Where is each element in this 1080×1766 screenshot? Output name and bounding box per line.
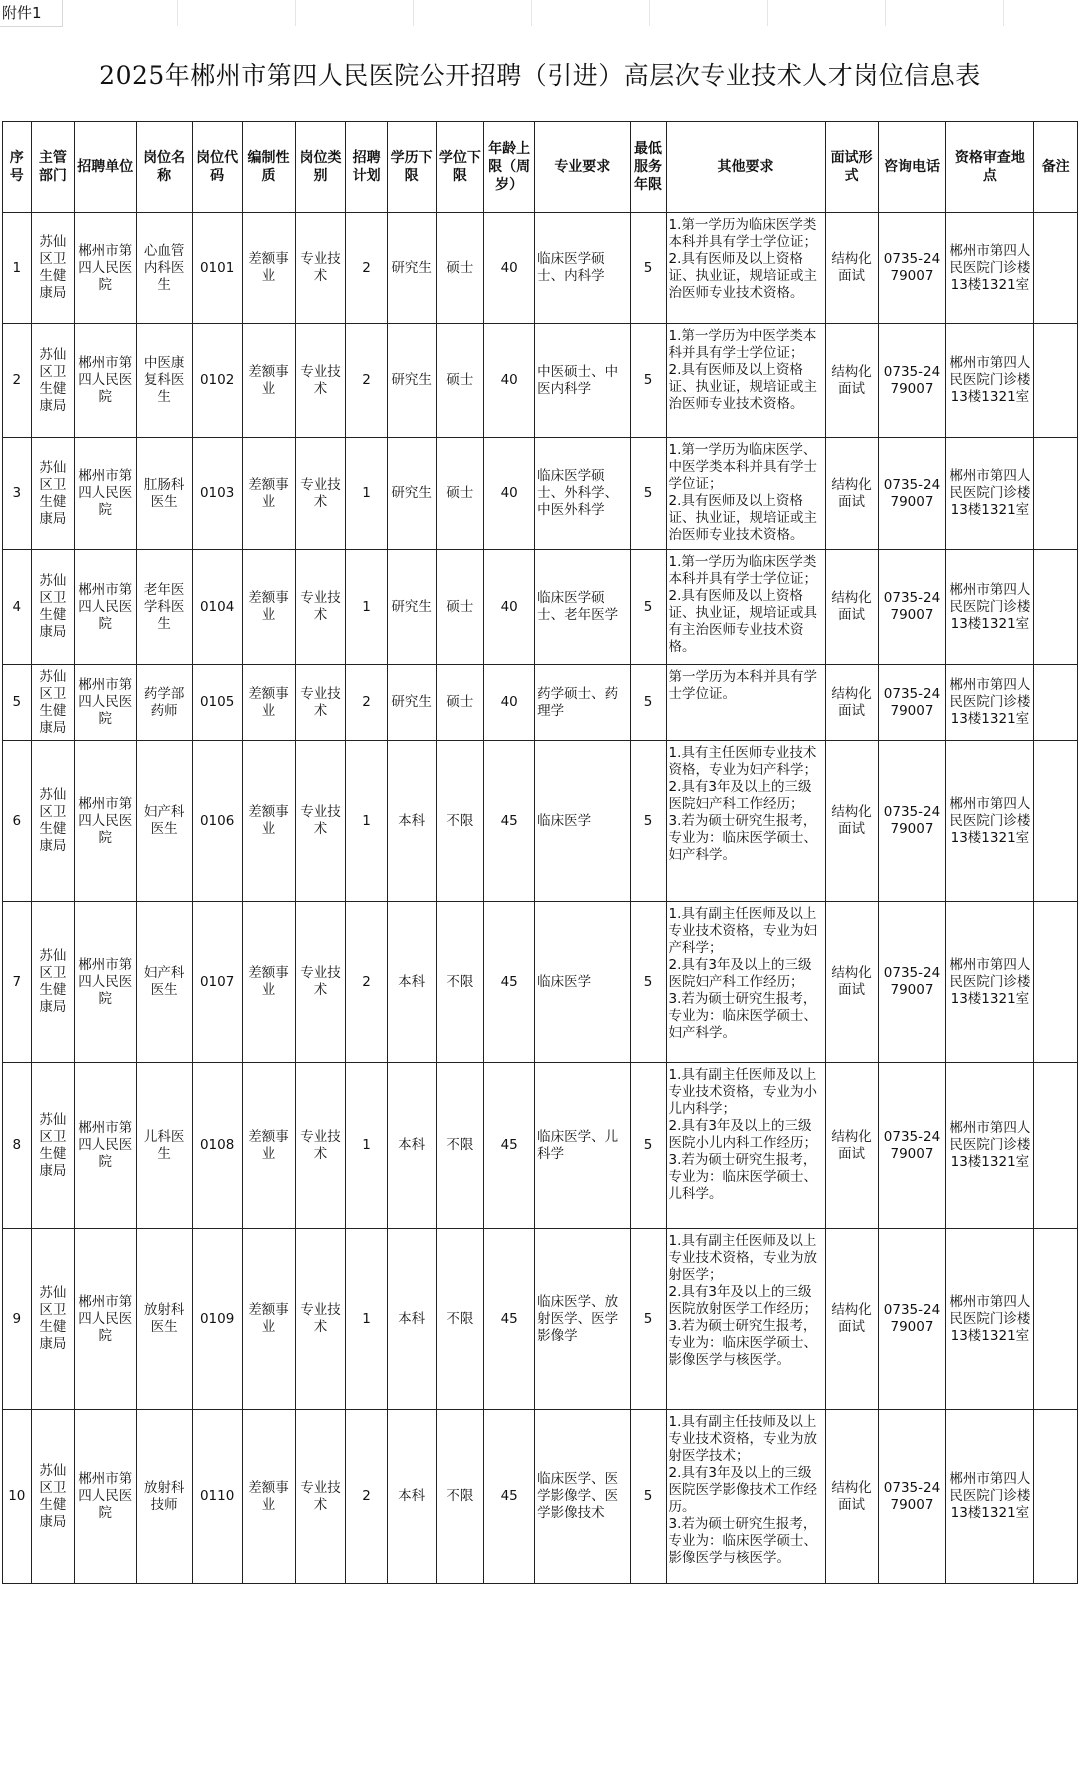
cell-code: 0109 [192, 1229, 242, 1410]
cell-plan: 2 [346, 1410, 387, 1584]
cell-unit: 郴州市第四人民医院 [75, 741, 136, 902]
cell-dept: 苏仙区卫生健康局 [31, 665, 74, 741]
cell-other [666, 902, 825, 1063]
cell-interview: 结构化面试 [825, 741, 878, 902]
cell-category: 专业技术 [295, 1063, 346, 1229]
cell-dept: 苏仙区卫生健康局 [31, 902, 74, 1063]
cell-place: 郴州市第四人民医院门诊楼13楼1321室 [946, 438, 1034, 550]
cell-note [1034, 324, 1078, 438]
cell-other [666, 550, 825, 665]
cell-plan: 1 [346, 741, 387, 902]
cell-interview: 结构化面试 [825, 550, 878, 665]
cell-post: 心血管内科医生 [136, 213, 192, 324]
other-requirement-line: 2.具有医师及以上资格证、执业证，规培证或主治医师专业技术资格。 [668, 251, 818, 301]
cell-age: 40 [484, 438, 535, 550]
cell-phone: 0735-2479007 [878, 438, 946, 550]
cell-nature: 差额事业 [242, 665, 295, 741]
cell-no: 1 [3, 213, 32, 324]
cell-code: 0110 [192, 1410, 242, 1584]
cell-code: 0107 [192, 902, 242, 1063]
cell-category: 专业技术 [295, 550, 346, 665]
cell-major: 临床医学硕士、外科学、中医外科学 [535, 438, 630, 550]
cell-service: 5 [630, 741, 666, 902]
cell-nature: 差额事业 [242, 902, 295, 1063]
cell-degree: 不限 [436, 741, 484, 902]
cell-degree: 硕士 [436, 438, 484, 550]
job-table [2, 121, 1078, 1584]
header-plan: 招聘计划 [346, 122, 387, 213]
cell-phone: 0735-2479007 [878, 1063, 946, 1229]
cell-code: 0108 [192, 1063, 242, 1229]
cell-nature: 差额事业 [242, 213, 295, 324]
header-seq: 序号 [3, 122, 32, 213]
cell-unit: 郴州市第四人民医院 [75, 324, 136, 438]
cell-dept: 苏仙区卫生健康局 [31, 1063, 74, 1229]
cell-other [666, 741, 825, 902]
sheet-gridline [767, 0, 768, 26]
cell-service: 5 [630, 902, 666, 1063]
cell-nature: 差额事业 [242, 1229, 295, 1410]
cell-edu: 研究生 [387, 665, 436, 741]
cell-age: 45 [484, 1229, 535, 1410]
cell-edu: 研究生 [387, 550, 436, 665]
cell-major: 临床医学硕士、老年医学 [535, 550, 630, 665]
cell-category: 专业技术 [295, 438, 346, 550]
header-other: 其他要求 [666, 122, 825, 213]
header-nature: 编制性质 [242, 122, 295, 213]
cell-interview: 结构化面试 [825, 1063, 878, 1229]
cell-code: 0105 [192, 665, 242, 741]
header-post: 岗位名称 [136, 122, 192, 213]
cell-place: 郴州市第四人民医院门诊楼13楼1321室 [946, 550, 1034, 665]
cell-phone: 0735-2479007 [878, 1410, 946, 1584]
cell-unit: 郴州市第四人民医院 [75, 1229, 136, 1410]
header-category: 岗位类别 [295, 122, 346, 213]
cell-category: 专业技术 [295, 665, 346, 741]
cell-no: 8 [3, 1063, 32, 1229]
cell-service: 5 [630, 550, 666, 665]
cell-age: 45 [484, 1410, 535, 1584]
cell-degree: 硕士 [436, 324, 484, 438]
cell-phone: 0735-2479007 [878, 665, 946, 741]
cell-dept: 苏仙区卫生健康局 [31, 438, 74, 550]
other-requirement-line: 3.若为硕士研究生报考，专业为：临床医学硕士、妇产科学。 [668, 991, 818, 1041]
cell-category: 专业技术 [295, 324, 346, 438]
cell-place: 郴州市第四人民医院门诊楼13楼1321室 [946, 741, 1034, 902]
cell-note [1034, 665, 1078, 741]
cell-major: 临床医学 [535, 902, 630, 1063]
cell-unit: 郴州市第四人民医院 [75, 550, 136, 665]
sheet-gridline [413, 0, 414, 26]
cell-other [666, 1063, 825, 1229]
cell-edu: 研究生 [387, 438, 436, 550]
other-requirement-line: 2.具有医师及以上资格证、执业证，规培证或主治医师专业技术资格。 [668, 362, 818, 412]
cell-edu: 研究生 [387, 324, 436, 438]
cell-category: 专业技术 [295, 1229, 346, 1410]
cell-post: 放射科技师 [136, 1410, 192, 1584]
cell-note [1034, 438, 1078, 550]
cell-age: 40 [484, 324, 535, 438]
cell-code: 0101 [192, 213, 242, 324]
other-requirement-line: 3.若为硕士研究生报考，专业为：临床医学硕士、影像医学与核医学。 [668, 1516, 818, 1566]
cell-interview: 结构化面试 [825, 665, 878, 741]
cell-other [666, 324, 825, 438]
cell-note [1034, 1063, 1078, 1229]
header-place: 资格审查地点 [946, 122, 1034, 213]
table-row [3, 1410, 1078, 1584]
cell-degree: 硕士 [436, 550, 484, 665]
sheet-gridline [885, 0, 886, 26]
header-service: 最低服务年限 [630, 122, 666, 213]
cell-other [666, 213, 825, 324]
cell-nature: 差额事业 [242, 324, 295, 438]
sheet-gridline [531, 0, 532, 26]
cell-major: 临床医学 [535, 741, 630, 902]
other-requirement-line: 2.具有3年及以上的三级医院妇产科工作经历； [668, 779, 812, 812]
cell-phone: 0735-2479007 [878, 741, 946, 902]
cell-age: 40 [484, 665, 535, 741]
other-requirement-line: 1.第一学历为临床医学类本科并具有学士学位证； [668, 217, 818, 250]
cell-service: 5 [630, 1410, 666, 1584]
cell-interview: 结构化面试 [825, 1410, 878, 1584]
cell-other [666, 665, 825, 741]
cell-category: 专业技术 [295, 213, 346, 324]
cell-dept: 苏仙区卫生健康局 [31, 1410, 74, 1584]
cell-interview: 结构化面试 [825, 1229, 878, 1410]
other-requirement-line: 3.若为硕士研究生报考，专业为：临床医学硕士、妇产科学。 [668, 813, 818, 863]
cell-edu: 本科 [387, 1410, 436, 1584]
cell-unit: 郴州市第四人民医院 [75, 902, 136, 1063]
header-note: 备注 [1034, 122, 1078, 213]
cell-degree: 硕士 [436, 213, 484, 324]
header-unit: 招聘单位 [75, 122, 136, 213]
cell-degree: 不限 [436, 902, 484, 1063]
cell-plan: 1 [346, 1063, 387, 1229]
header-code: 岗位代码 [192, 122, 242, 213]
cell-place: 郴州市第四人民医院门诊楼13楼1321室 [946, 213, 1034, 324]
table-row [3, 902, 1078, 1063]
cell-no: 5 [3, 665, 32, 741]
cell-dept: 苏仙区卫生健康局 [31, 1229, 74, 1410]
cell-unit: 郴州市第四人民医院 [75, 665, 136, 741]
cell-plan: 1 [346, 550, 387, 665]
table-row [3, 1063, 1078, 1229]
sheet-gridline [1003, 0, 1004, 26]
cell-edu: 本科 [387, 1063, 436, 1229]
cell-note [1034, 550, 1078, 665]
cell-note [1034, 902, 1078, 1063]
cell-service: 5 [630, 665, 666, 741]
other-requirement-line: 3.若为硕士研究生报考，专业为：临床医学硕士、影像医学与核医学。 [668, 1318, 818, 1368]
cell-plan: 1 [346, 438, 387, 550]
table-row [3, 741, 1078, 902]
cell-edu: 本科 [387, 1229, 436, 1410]
other-requirement-line: 1.具有主任医师专业技术资格，专业为妇产科学； [668, 745, 818, 778]
cell-interview: 结构化面试 [825, 213, 878, 324]
cell-unit: 郴州市第四人民医院 [75, 438, 136, 550]
cell-age: 40 [484, 550, 535, 665]
cell-dept: 苏仙区卫生健康局 [31, 324, 74, 438]
cell-category: 专业技术 [295, 741, 346, 902]
header-phone: 咨询电话 [878, 122, 946, 213]
cell-phone: 0735-2479007 [878, 213, 946, 324]
cell-plan: 2 [346, 324, 387, 438]
cell-no: 9 [3, 1229, 32, 1410]
header-row [3, 122, 1078, 213]
cell-place: 郴州市第四人民医院门诊楼13楼1321室 [946, 1410, 1034, 1584]
cell-post: 药学部药师 [136, 665, 192, 741]
cell-phone: 0735-2479007 [878, 902, 946, 1063]
attachment-label: 附件1 [0, 0, 63, 27]
cell-nature: 差额事业 [242, 550, 295, 665]
other-requirement-line: 2.具有医师及以上资格证、执业证，规培证或具有主治医师专业技术资格。 [668, 588, 818, 655]
cell-no: 6 [3, 741, 32, 902]
cell-other [666, 1410, 825, 1584]
cell-post: 妇产科医生 [136, 741, 192, 902]
table-row [3, 213, 1078, 324]
cell-place: 郴州市第四人民医院门诊楼13楼1321室 [946, 324, 1034, 438]
cell-plan: 2 [346, 902, 387, 1063]
cell-post: 中医康复科医生 [136, 324, 192, 438]
cell-edu: 研究生 [387, 213, 436, 324]
cell-phone: 0735-2479007 [878, 1229, 946, 1410]
cell-interview: 结构化面试 [825, 902, 878, 1063]
cell-age: 45 [484, 1063, 535, 1229]
cell-age: 45 [484, 741, 535, 902]
other-requirement-line: 2.具有3年及以上的三级医院妇产科工作经历； [668, 957, 812, 990]
cell-note [1034, 1410, 1078, 1584]
table-row [3, 550, 1078, 665]
cell-plan: 2 [346, 213, 387, 324]
other-requirement-line: 1.具有副主任医师及以上专业技术资格，专业为放射医学； [668, 1233, 818, 1283]
cell-unit: 郴州市第四人民医院 [75, 213, 136, 324]
cell-service: 5 [630, 1229, 666, 1410]
cell-phone: 0735-2479007 [878, 550, 946, 665]
cell-no: 4 [3, 550, 32, 665]
cell-category: 专业技术 [295, 1410, 346, 1584]
cell-place: 郴州市第四人民医院门诊楼13楼1321室 [946, 665, 1034, 741]
other-requirement-line: 2.具有3年及以上的三级医院小儿内科工作经历； [668, 1118, 818, 1151]
cell-plan: 1 [346, 1229, 387, 1410]
cell-major: 临床医学、儿科学 [535, 1063, 630, 1229]
cell-note [1034, 741, 1078, 902]
cell-place: 郴州市第四人民医院门诊楼13楼1321室 [946, 902, 1034, 1063]
cell-post: 老年医学科医生 [136, 550, 192, 665]
header-dept: 主管部门 [31, 122, 74, 213]
cell-post: 放射科医生 [136, 1229, 192, 1410]
cell-unit: 郴州市第四人民医院 [75, 1063, 136, 1229]
cell-phone: 0735-2479007 [878, 324, 946, 438]
cell-major: 中医硕士、中医内科学 [535, 324, 630, 438]
cell-place: 郴州市第四人民医院门诊楼13楼1321室 [946, 1229, 1034, 1410]
cell-no: 2 [3, 324, 32, 438]
cell-other [666, 1229, 825, 1410]
cell-place: 郴州市第四人民医院门诊楼13楼1321室 [946, 1063, 1034, 1229]
page-title: 2025年郴州市第四人民医院公开招聘（引进）高层次专业技术人才岗位信息表 [99, 61, 981, 90]
other-requirement-line: 1.具有副主任医师及以上专业技术资格，专业为小儿内科学； [668, 1067, 818, 1117]
table-row [3, 1229, 1078, 1410]
header-age: 年龄上限（周岁） [484, 122, 535, 213]
cell-unit: 郴州市第四人民医院 [75, 1410, 136, 1584]
cell-dept: 苏仙区卫生健康局 [31, 213, 74, 324]
cell-edu: 本科 [387, 741, 436, 902]
other-requirement-line: 1.具有副主任医师及以上专业技术资格，专业为妇产科学； [668, 906, 818, 956]
cell-interview: 结构化面试 [825, 324, 878, 438]
header-edu: 学历下限 [387, 122, 436, 213]
cell-edu: 本科 [387, 902, 436, 1063]
cell-nature: 差额事业 [242, 438, 295, 550]
cell-major: 临床医学、医学影像学、医学影像技术 [535, 1410, 630, 1584]
other-requirement-line: 1.具有副主任技师及以上专业技术资格，专业为放射医学技术； [668, 1414, 818, 1464]
cell-code: 0104 [192, 550, 242, 665]
cell-code: 0106 [192, 741, 242, 902]
cell-major: 药学硕士、药理学 [535, 665, 630, 741]
cell-no: 10 [3, 1410, 32, 1584]
other-requirement-line: 2.具有医师及以上资格证、执业证，规培证或主治医师专业技术资格。 [668, 493, 818, 543]
table-row [3, 665, 1078, 741]
other-requirement-line: 2.具有3年及以上的三级医院放射医学工作经历； [668, 1284, 818, 1317]
other-requirement-line: 1.第一学历为临床医学类本科并具有学士学位证； [668, 554, 818, 587]
cell-service: 5 [630, 438, 666, 550]
sheet-gridline [295, 0, 296, 26]
sheet-gridline [177, 0, 178, 26]
cell-note [1034, 213, 1078, 324]
cell-age: 40 [484, 213, 535, 324]
cell-interview: 结构化面试 [825, 438, 878, 550]
other-requirement-line: 1.第一学历为中医学类本科并具有学士学位证； [668, 328, 817, 361]
cell-post: 妇产科医生 [136, 902, 192, 1063]
cell-degree: 硕士 [436, 665, 484, 741]
table-row [3, 438, 1078, 550]
cell-code: 0103 [192, 438, 242, 550]
cell-nature: 差额事业 [242, 1063, 295, 1229]
cell-service: 5 [630, 1063, 666, 1229]
cell-code: 0102 [192, 324, 242, 438]
header-major: 专业要求 [535, 122, 630, 213]
other-requirement-line: 2.具有3年及以上的三级医院医学影像技术工作经历。 [668, 1465, 818, 1515]
sheet-gridline [649, 0, 650, 26]
table-row [3, 324, 1078, 438]
cell-degree: 不限 [436, 1410, 484, 1584]
cell-service: 5 [630, 324, 666, 438]
cell-other [666, 438, 825, 550]
other-requirement-line: 3.若为硕士研究生报考，专业为：临床医学硕士、儿科学。 [668, 1152, 818, 1202]
other-requirement-line: 1.第一学历为临床医学、中医学类本科并具有学士学位证； [668, 442, 818, 492]
other-requirement-line: 第一学历为本科并具有学士学位证。 [668, 669, 818, 702]
cell-post: 儿科医生 [136, 1063, 192, 1229]
cell-service: 5 [630, 213, 666, 324]
cell-dept: 苏仙区卫生健康局 [31, 741, 74, 902]
cell-nature: 差额事业 [242, 741, 295, 902]
cell-degree: 不限 [436, 1229, 484, 1410]
cell-nature: 差额事业 [242, 1410, 295, 1584]
cell-category: 专业技术 [295, 902, 346, 1063]
cell-no: 3 [3, 438, 32, 550]
cell-plan: 2 [346, 665, 387, 741]
cell-note [1034, 1229, 1078, 1410]
header-degree: 学位下限 [436, 122, 484, 213]
cell-dept: 苏仙区卫生健康局 [31, 550, 74, 665]
cell-degree: 不限 [436, 1063, 484, 1229]
cell-major: 临床医学硕士、内科学 [535, 213, 630, 324]
cell-age: 45 [484, 902, 535, 1063]
header-interview: 面试形式 [825, 122, 878, 213]
cell-major: 临床医学、放射医学、医学影像学 [535, 1229, 630, 1410]
cell-post: 肛肠科医生 [136, 438, 192, 550]
cell-no: 7 [3, 902, 32, 1063]
